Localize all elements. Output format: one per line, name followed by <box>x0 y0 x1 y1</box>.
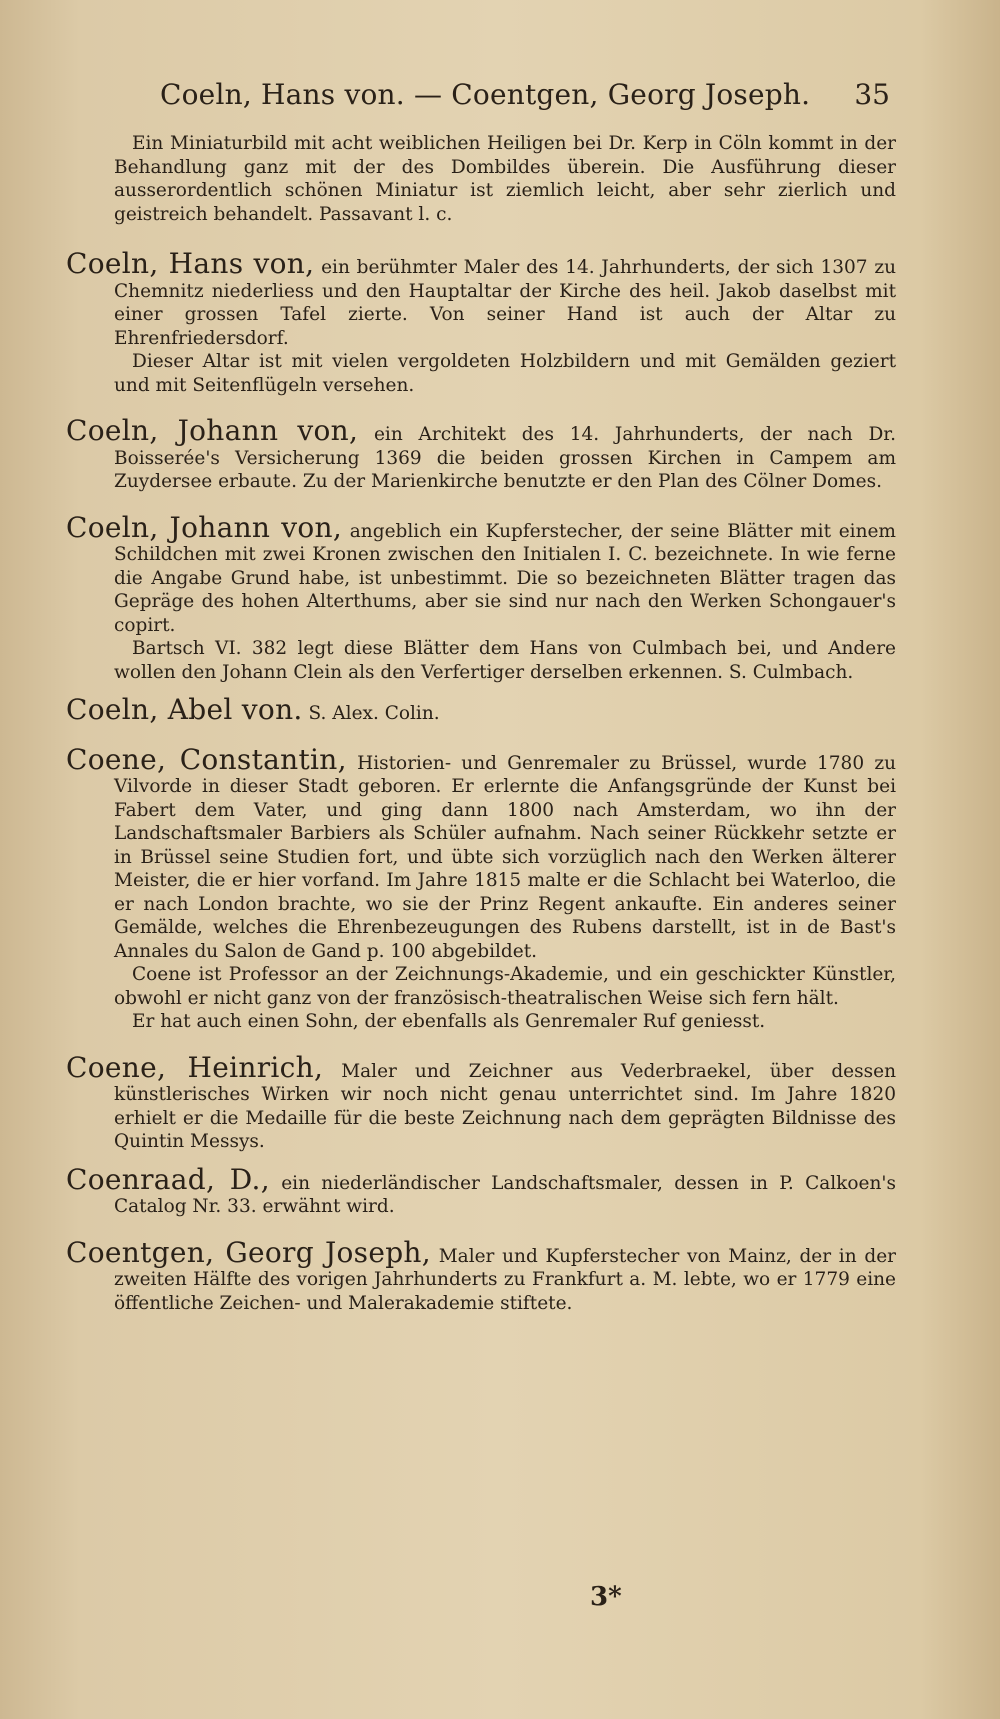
intro-paragraph: Ein Miniaturbild mit acht weiblichen Heiligen bei Dr. Kerp in Cöln kommt in der Behandlung ganz mit der des Dombildes überein. Die Ausführung dieser ausserordentlich schönen Miniatur ist ziemlich leicht, aber sehr zierlich und geistreich behandelt. Passavant l. c. <box>114 133 896 225</box>
running-head: Coeln, Hans von. — Coentgen, Georg Joseph. <box>160 78 811 111</box>
entry-paragraph <box>66 742 896 964</box>
entry-heading: Coeln, Abel von. <box>66 693 303 726</box>
signature-mark: 3* <box>590 1582 622 1612</box>
entry-heading: Coene, Heinrich, <box>66 1050 324 1084</box>
entry-extra-paragraph: Coene ist Professor an der Zeichnungs-Akademie, und ein geschickter Künstler, obwohl er nicht ganz von der französisch-theatralischen Weise sich fern hält. <box>114 964 896 1009</box>
entry-extra-paragraph: Bartsch VI. 382 legt diese Blätter dem Hans von Culmbach bei, und Andere wollen den Johann Clein als den Verfertiger derselben erkennen. S. Culmbach. <box>114 638 896 683</box>
entry-text: ein niederländischer Landschaftsmaler, dessen in P. Calkoen's Catalog Nr. 33. erwähnt wird. <box>114 1172 896 1217</box>
entry-coene-heinrich <box>66 1050 896 1154</box>
entry-extra-paragraph: Dieser Altar ist mit vielen vergoldeten Holzbildern und mit Gemälden geziert und mit Seitenflügeln versehen. <box>114 351 896 396</box>
entry-heading: Coeln, Hans von, <box>66 247 315 280</box>
entry-text: ein Architekt des 14. Jahrhunderts, der nach Dr. Boisserée's Versicherung 1369 die beiden grossen Kirchen in Campem am Zuydersee erbaute. Zu der Marienkirche benutzte er den Plan des Cölner Domes. <box>114 424 896 492</box>
entry-text: S. Alex. Colin. <box>308 703 440 724</box>
page-content <box>66 132 896 1315</box>
page-header <box>160 78 890 118</box>
entry-coeln-hans <box>66 247 897 397</box>
entry-coentgen <box>66 1235 897 1316</box>
entry-paragraph <box>66 1162 896 1219</box>
entry-heading: Coenraad, D., <box>66 1162 270 1196</box>
page-number: 35 <box>854 78 890 111</box>
entry-coenraad <box>66 1162 896 1219</box>
entry-coene-constantin <box>66 742 896 1034</box>
entry-heading: Coentgen, Georg Joseph, <box>66 1235 431 1269</box>
entry-text: ein berühmter Maler des 14. Jahrhunderts, der sich 1307 zu Chemnitz niederliess und den Hauptaltar der Kirche des heil. Jakob daselbst mit einer grossen Tafel zierte. Von seiner Hand ist auch der Altar zu Ehrenfriedersdorf. <box>114 257 897 349</box>
entry-paragraph <box>66 1235 897 1316</box>
entry-coeln-johann-architect <box>66 414 896 494</box>
entry-text: Maler und Kupferstecher von Mainz, der in der zweiten Hälfte des vorigen Jahrhunderts zu Frankfurt a. M. lebte, wo er 1779 eine öffentliche Zeichen- und Malerakademie stiftete. <box>114 1245 897 1314</box>
entry-paragraph <box>66 414 896 494</box>
entry-paragraph <box>66 693 896 726</box>
entry-paragraph <box>66 1050 896 1154</box>
entry-text: Historien- und Genremaler zu Brüssel, wurde 1780 zu Vilvorde in dieser Stadt geboren. Er erlernte die Anfangsgründe der Kunst bei Fabert dem Vater, und ging dann 1800 nach Amsterdam, wo ihn der Landschaftsmaler Barbiers als Schüler aufnahm. Nach seiner Rückkehr setzte er in Brüssel seine Studien fort, und übte sich vorzüglich nach den Werken älterer Meister, die er hier vorfand. Im Jahre 1815 malte er die Schlacht bei Waterloo, die er nach London brachte, wo sie der Prinz Regent ankaufte. Ein anderes seiner Gemälde, welches die Ehrenbezeugungen des Rubens darstellt, ist in de Bast's Annales du Salon de Gand p. 100 abgebildet. <box>114 752 896 962</box>
entry-paragraph <box>66 510 896 638</box>
entry-coeln-johann-engraver <box>66 510 896 685</box>
entry-paragraph <box>66 247 897 350</box>
entry-heading: Coeln, Johann von, <box>66 414 359 447</box>
entry-text: Maler und Zeichner aus Vederbraekel, über dessen künstlerisches Wirken wir noch nicht genau unterrichtet sind. Im Jahre 1820 erhielt er die Medaille für die beste Zeichnung nach dem geprägten Bildnisse des Quintin Messys. <box>114 1060 896 1152</box>
entry-text: angeblich ein Kupferstecher, der seine Blätter mit einem Schildchen mit zwei Kronen zwischen den Initialen I. C. bezeichnete. In wie ferne die Angabe Grund habe, ist unbestimmt. Die so bezeichneten Blätter tragen das Gepräge des hohen Alterthums, aber sie sind nur nach den Werken Schongauer's copirt. <box>114 520 896 636</box>
entry-extra-paragraph: Er hat auch einen Sohn, der ebenfalls als Genremaler Ruf geniesst. <box>132 1011 766 1032</box>
entry-coeln-abel <box>66 693 896 726</box>
entry-heading: Coene, Constantin, <box>66 742 347 776</box>
entry-heading: Coeln, Johann von, <box>66 510 343 544</box>
